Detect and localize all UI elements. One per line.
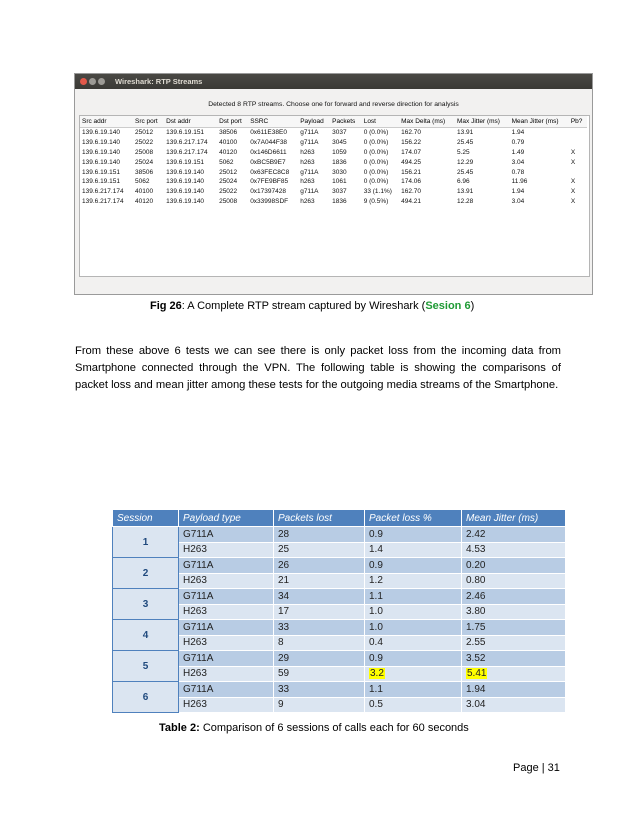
table-row (113, 527, 566, 543)
table-cell: G711A (179, 620, 274, 636)
rtp-cell: 139.6.19.151 (82, 178, 120, 186)
rtp-cell: 3030 (332, 168, 347, 176)
rtp-cell: 25.45 (456, 168, 474, 176)
session-number-cell: 3 (113, 589, 179, 620)
rtp-cell: 5062 (219, 158, 234, 166)
page-number: Page | 31 (513, 762, 560, 774)
rtp-stream-row (80, 157, 587, 167)
table-row (113, 558, 566, 574)
rtp-cell: 3045 (332, 139, 347, 147)
table-cell: 17 (274, 604, 365, 620)
table-row (113, 682, 566, 698)
table-cell: H263 (179, 666, 274, 682)
table-cell: 28 (274, 527, 365, 543)
rtp-cell: g711A (300, 139, 319, 147)
table-cell: 1.0 (365, 604, 462, 620)
rtp-cell: 0.78 (511, 168, 525, 176)
table-cell: H263 (179, 635, 274, 651)
table-cell: 0.20 (462, 558, 566, 574)
table-cell: 1.1 (365, 682, 462, 698)
session-number-cell: 4 (113, 620, 179, 651)
table-cell: G711A (179, 682, 274, 698)
rtp-cell: 1061 (332, 178, 347, 186)
rtp-cell: X (570, 158, 576, 166)
table-label: Table 2: (159, 722, 200, 734)
table-header-cell: Packets lost (274, 510, 365, 527)
rtp-cell: 1.94 (511, 188, 525, 196)
rtp-cell: g711A (300, 188, 319, 196)
rtp-stream-row (80, 138, 587, 148)
rtp-column-header: Max Jitter (ms) (455, 116, 510, 128)
rtp-stream-row (80, 187, 587, 197)
minimize-window-icon (89, 78, 96, 85)
table-cell: 0.9 (365, 527, 462, 543)
table-cell: H263 (179, 697, 274, 713)
rtp-cell: 162.70 (401, 129, 421, 137)
rtp-cell: 139.6.19.151 (166, 158, 205, 166)
rtp-cell: 9 (0.5%) (363, 197, 389, 205)
rtp-column-header: Src port (133, 116, 164, 128)
window-titlebar (75, 74, 592, 89)
table-cell: 34 (274, 589, 365, 605)
rtp-cell (569, 167, 587, 177)
rtp-cell: 11.96 (511, 178, 528, 186)
table-cell: H263 (179, 604, 274, 620)
table-cell: 1.4 (365, 542, 462, 558)
table-row (113, 604, 566, 620)
table-cell: 25 (274, 542, 365, 558)
rtp-cell: 25022 (219, 188, 238, 196)
rtp-cell: g711A (300, 168, 319, 176)
window-title: Wireshark: RTP Streams (115, 77, 203, 86)
table-row (113, 589, 566, 605)
rtp-column-header: Dst port (217, 116, 248, 128)
rtp-cell: h263 (300, 148, 315, 156)
table-header-cell: Mean Jitter (ms) (462, 510, 566, 527)
table-cell: H263 (179, 542, 274, 558)
rtp-cell: 25012 (134, 129, 154, 137)
table-cell: 2.46 (462, 589, 566, 605)
rtp-cell: 1.94 (511, 129, 525, 137)
rtp-cell: 0x7A044F38 (250, 139, 288, 147)
rtp-cell: 139.6.19.151 (166, 129, 205, 137)
session-number-cell: 5 (113, 651, 179, 682)
table-cell (365, 666, 462, 682)
rtp-cell: 13.91 (456, 188, 474, 196)
rtp-cell: h263 (300, 158, 315, 166)
table-cell: 3.52 (462, 651, 566, 667)
rtp-cell: 139.6.19.151 (82, 168, 120, 176)
table-cell: 1.94 (462, 682, 566, 698)
table-cell: G711A (179, 589, 274, 605)
rtp-column-header: Payload (298, 116, 330, 128)
rtp-cell: 5062 (134, 178, 150, 186)
rtp-cell: 6.96 (456, 178, 470, 186)
rtp-column-header: Mean Jitter (ms) (510, 116, 569, 128)
rtp-cell: 139.6.19.140 (82, 129, 120, 137)
close-window-icon (80, 78, 87, 85)
table-cell: 9 (274, 697, 365, 713)
rtp-cell: 494.25 (401, 158, 421, 166)
table-row (113, 573, 566, 589)
comparison-table (112, 509, 566, 713)
figure-caption-text: : A Complete RTP stream captured by Wireshark ( (181, 300, 426, 312)
table-cell: 3.04 (462, 697, 566, 713)
rtp-cell: 12.28 (456, 197, 474, 205)
rtp-cell: 40100 (219, 139, 238, 147)
rtp-cell: 139.6.19.140 (82, 158, 120, 166)
table-cell: G711A (179, 651, 274, 667)
table-cell: 1.0 (365, 620, 462, 636)
rtp-cell: 0x63FEC8C8 (250, 168, 290, 176)
rtp-stream-row (80, 128, 587, 138)
body-paragraph: From these above 6 tests we can see there is only packet loss from the incoming data from Smartphone connected through the VPN. The following table is showing the comparisons of packet loss and mean jitter among these tests for the outgoing media streams of the Smartphone. (75, 345, 561, 391)
table-cell: 1.2 (365, 573, 462, 589)
rtp-cell: 139.6.217.174 (166, 148, 208, 156)
rtp-cell: h263 (300, 197, 315, 205)
rtp-cell: 3037 (332, 188, 347, 196)
rtp-cell (569, 128, 587, 138)
maximize-window-icon (98, 78, 105, 85)
table-cell: H263 (179, 573, 274, 589)
table-cell: G711A (179, 558, 274, 574)
rtp-column-header: Src addr (80, 116, 133, 128)
rtp-cell: 13.91 (456, 129, 474, 137)
rtp-stream-row (80, 167, 587, 177)
rtp-column-header: SSRC (248, 116, 298, 128)
figure-caption-suffix: ) (470, 300, 475, 312)
rtp-cell: 139.6.19.140 (82, 148, 120, 156)
table-header-cell: Packet loss % (365, 510, 462, 527)
rtp-cell: 156.22 (401, 139, 421, 147)
highlighted-value: 3.2 (370, 668, 384, 680)
rtp-cell: 0x7FE9BF85 (250, 178, 289, 186)
table-row (113, 651, 566, 667)
rtp-cell: 33 (1.1%) (363, 188, 392, 196)
session-number-cell: 6 (113, 682, 179, 713)
table-cell: G711A (179, 527, 274, 543)
rtp-cell: 1059 (332, 148, 347, 156)
rtp-stream-row (80, 196, 587, 206)
table-cell: 26 (274, 558, 365, 574)
table-header-cell: Payload type (179, 510, 274, 527)
rtp-cell: 156.21 (401, 168, 421, 176)
session-number-cell: 1 (113, 527, 179, 558)
rtp-cell: 0x146D6611 (250, 148, 287, 156)
table-cell: 29 (274, 651, 365, 667)
rtp-cell: 1836 (332, 158, 347, 166)
rtp-cell: 0 (0.0%) (363, 158, 389, 166)
rtp-cell: 0x611E38E0 (250, 129, 287, 137)
rtp-cell: g711A (300, 129, 319, 137)
rtp-cell: 139.6.19.140 (166, 188, 205, 196)
rtp-cell: X (570, 178, 576, 186)
rtp-stream-row (80, 177, 587, 187)
rtp-cell: 139.6.19.140 (82, 139, 120, 147)
rtp-cell: 139.6.19.140 (166, 178, 205, 186)
table-row (113, 542, 566, 558)
table-cell: 2.42 (462, 527, 566, 543)
rtp-column-header: Packets (330, 116, 362, 128)
rtp-cell: 174.06 (401, 178, 421, 186)
rtp-cell: 0x33998SDF (250, 197, 289, 205)
rtp-cell: 25022 (134, 139, 154, 147)
rtp-cell: 139.6.217.174 (82, 188, 124, 196)
rtp-cell (569, 138, 587, 148)
rtp-cell: 25.45 (456, 139, 474, 147)
rtp-cell: 1836 (332, 197, 347, 205)
rtp-cell: 0 (0.0%) (363, 178, 389, 186)
rtp-cell: 40120 (134, 197, 154, 205)
table-header-cell: Session (113, 510, 179, 527)
rtp-cell: 139.6.217.174 (82, 197, 124, 205)
rtp-cell: X (570, 148, 576, 156)
table-cell: 3.80 (462, 604, 566, 620)
rtp-cell: 162.70 (401, 188, 421, 196)
table-row (113, 697, 566, 713)
rtp-cell: 12.29 (456, 158, 474, 166)
rtp-cell: 494.21 (401, 197, 421, 205)
rtp-cell: 5.25 (456, 148, 470, 156)
table-cell (462, 666, 566, 682)
streams-banner: Detected 8 RTP streams. Choose one for forward and reverse direction for analysis (208, 101, 459, 108)
rtp-cell: 139.6.19.140 (166, 168, 205, 176)
table-cell: 0.5 (365, 697, 462, 713)
table-cell: 0.80 (462, 573, 566, 589)
rtp-column-header: Dst addr (164, 116, 217, 128)
table-cell: 4.53 (462, 542, 566, 558)
rtp-cell: 0.79 (511, 139, 525, 147)
table-cell: 0.4 (365, 635, 462, 651)
rtp-cell: 0 (0.0%) (363, 139, 389, 147)
table-cell: 1.75 (462, 620, 566, 636)
rtp-streams-table (80, 116, 587, 206)
rtp-cell: X (570, 197, 576, 205)
figure-caption (150, 300, 474, 312)
rtp-column-header: Lost (362, 116, 399, 128)
rtp-cell: 3.04 (511, 197, 525, 205)
rtp-cell: X (570, 188, 576, 196)
figure-label: Fig 26 (150, 300, 182, 312)
rtp-cell: 25008 (219, 197, 238, 205)
table-caption-text: Comparison of 6 sessions of calls each for 60 seconds (199, 722, 469, 734)
wireshark-window (74, 73, 593, 295)
rtp-cell: 0xBC5B9E7 (250, 158, 286, 166)
table-cell: 21 (274, 573, 365, 589)
table-cell: 59 (274, 666, 365, 682)
table-cell: 33 (274, 620, 365, 636)
table-cell: 1.1 (365, 589, 462, 605)
table-cell: 8 (274, 635, 365, 651)
table-cell: 33 (274, 682, 365, 698)
table-caption (159, 722, 469, 734)
table-cell: 2.55 (462, 635, 566, 651)
rtp-cell: 139.6.217.174 (166, 139, 208, 147)
rtp-cell: 174.07 (401, 148, 421, 156)
table-cell: 0.9 (365, 651, 462, 667)
rtp-cell: 25024 (219, 178, 238, 186)
table-cell: 0.9 (365, 558, 462, 574)
rtp-cell: 0 (0.0%) (363, 148, 389, 156)
rtp-cell: 40100 (134, 188, 154, 196)
rtp-cell: 0x17397428 (250, 188, 286, 196)
rtp-cell: 38506 (134, 168, 154, 176)
session-number-cell: 2 (113, 558, 179, 589)
rtp-cell: 3.04 (511, 158, 525, 166)
rtp-cell: 3037 (332, 129, 347, 137)
rtp-cell: 139.6.19.140 (166, 197, 205, 205)
rtp-cell: 0 (0.0%) (363, 168, 389, 176)
figure-session: Sesion 6 (425, 300, 471, 312)
rtp-cell: 25012 (219, 168, 238, 176)
rtp-cell: h263 (300, 178, 315, 186)
table-row (113, 666, 566, 682)
rtp-cell: 25024 (134, 158, 154, 166)
rtp-cell: 0 (0.0%) (363, 129, 389, 137)
rtp-cell: 38506 (219, 129, 238, 137)
rtp-cell: 40120 (219, 148, 238, 156)
rtp-stream-row (80, 148, 587, 158)
table-row (113, 620, 566, 636)
table-row (113, 635, 566, 651)
rtp-column-header: Max Delta (ms) (399, 116, 455, 128)
rtp-cell: 1.49 (511, 148, 525, 156)
rtp-cell: 25008 (134, 148, 154, 156)
rtp-column-header: Pb? (569, 116, 587, 128)
highlighted-value: 5.41 (467, 668, 487, 680)
